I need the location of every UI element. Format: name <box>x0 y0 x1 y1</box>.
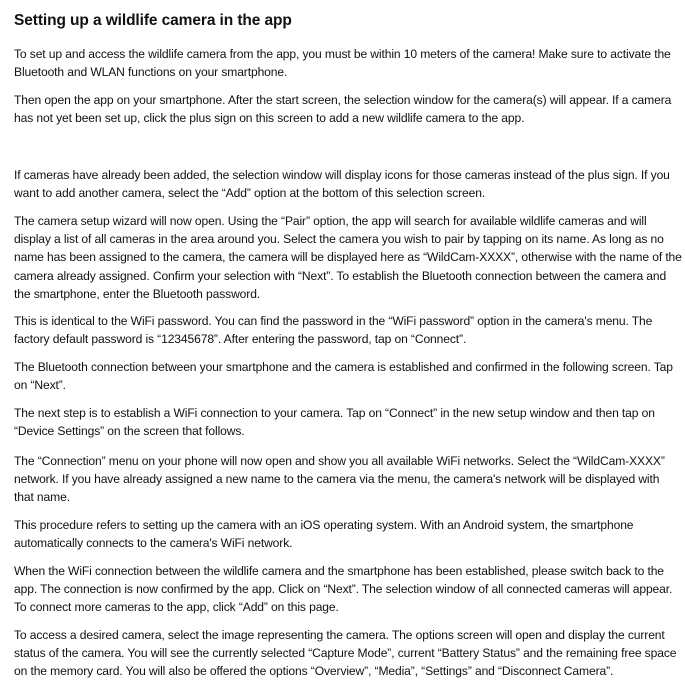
paragraph-bluetooth-wlan: To set up and access the wildlife camera from the app, you must be within 10 meters of the camera! Make sure to activate the Bluetooth and WLAN functions on your smartphone. <box>14 47 671 80</box>
paragraph-open-app: Then open the app on your smartphone. After the start screen, the selection window for the camera(s) will appear. If a camera has not yet been set up, click the plus sign on this screen to add a new wildlife camera to the app. <box>14 93 672 126</box>
paragraph-bluetooth-confirmed: The Bluetooth connection between your smartphone and the camera is established and confirmed in the following screen. Tap on “Next”. <box>14 360 673 393</box>
paragraph-switch-back: When the WiFi connection between the wildlife camera and the smartphone has been established, please switch back to the app. The connection is now confirmed by the app. Click on “Next”. The selection window of all connected cameras will appear. To connect more cameras to the app, click “Add” on this page. <box>14 564 673 615</box>
document-title: Setting up a wildlife camera in the app <box>14 12 292 29</box>
paragraph-ios-android: This procedure refers to setting up the camera with an iOS operating system. With an Android system, the smartphone automatically connects to the camera's WiFi network. <box>14 518 634 551</box>
paragraph-camera-options: To access a desired camera, select the image representing the camera. The options screen will open and display the current status of the camera. You will see the currently selected “Capture Mode”, current “Battery Status” and the remaining free space on the memory card. You will also be offered the options “Overview”, “Media”, “Settings” and “Disconnect Camera”. <box>14 628 677 679</box>
paragraph-wifi-password: This is identical to the WiFi password. You can find the password in the “WiFi password” option in the camera's menu. The factory default password is “12345678”. After entering the password, tap on “Connect”. <box>14 314 653 347</box>
paragraph-wifi-connection: The next step is to establish a WiFi connection to your camera. Tap on “Connect” in the new setup window and then tap on “Device Settings” on the screen that follows. <box>14 406 655 439</box>
paragraph-connection-menu: The “Connection” menu on your phone will now open and show you all available WiFi networks. Select the “WildCam-XXXX” network. If you have already assigned a new name to the camera via the menu, the camera's network will be displayed with that name. <box>14 454 665 505</box>
paragraph-setup-wizard: The camera setup wizard will now open. Using the “Pair” option, the app will search for available wildlife cameras and will display a list of all cameras in the area around you. Select the camera you wish to pair by tapping on its name. As long as no name has been assigned to the camera, the camera will be displayed here as “WildCam-XXXX”, otherwise with the name of the camera already assigned. Confirm your selection with “Next”. To establish the Bluetooth connection between the camera and the smartphone, enter the Bluetooth password. <box>14 214 682 301</box>
paragraph-add-camera: If cameras have already been added, the selection window will display icons for those cameras instead of the plus sign. If you want to add another camera, select the “Add” option at the bottom of this selection screen. <box>14 168 670 201</box>
